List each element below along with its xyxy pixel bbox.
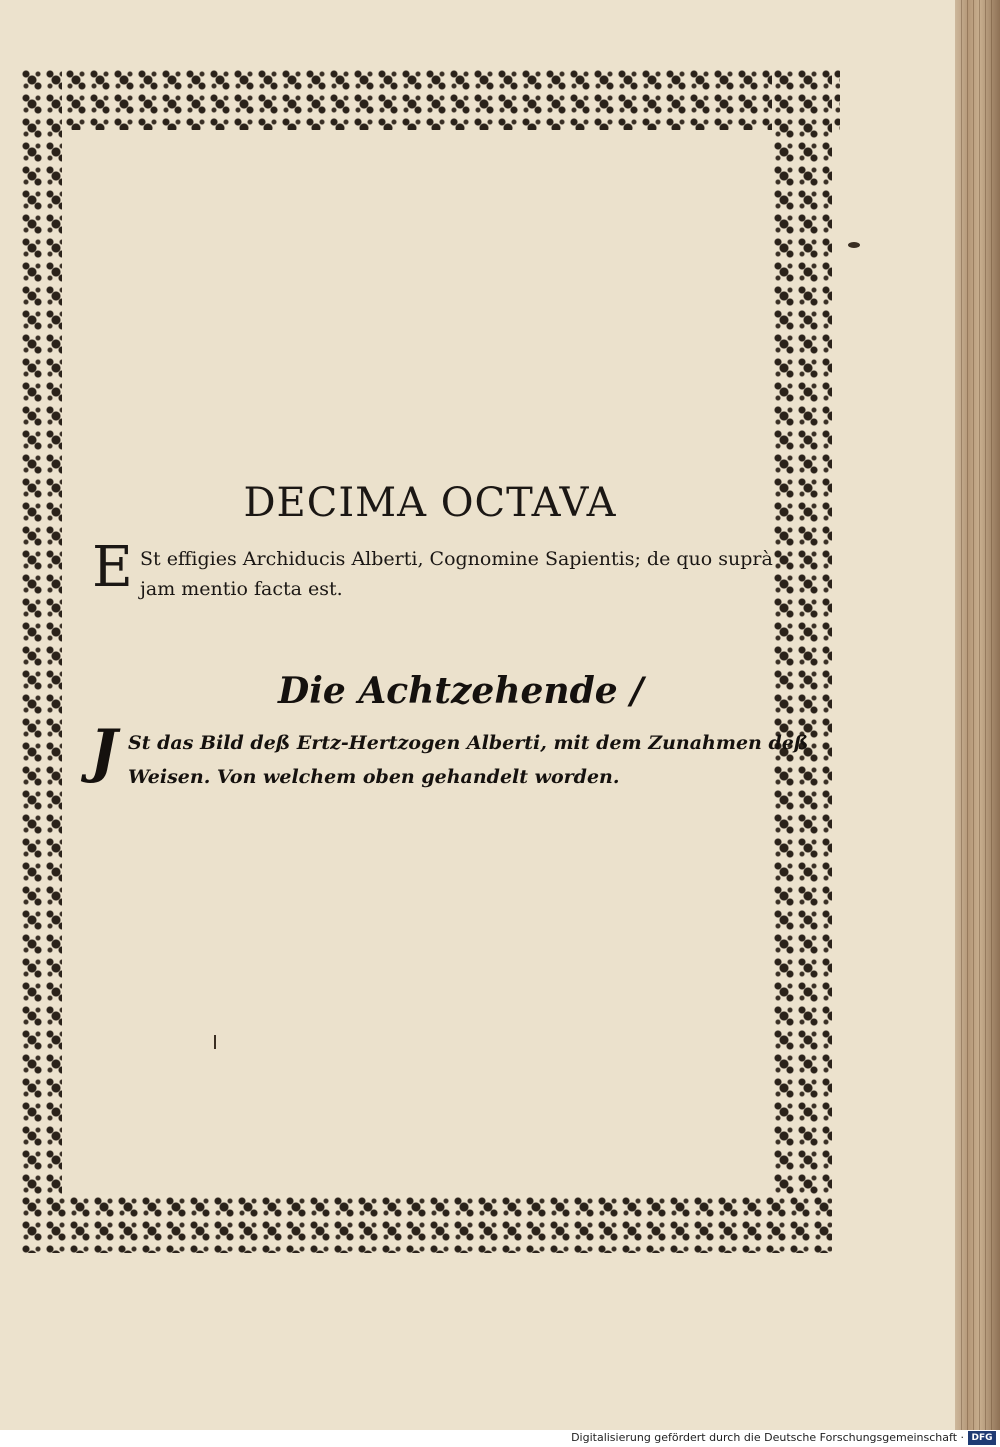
dfg-logo: DFG [968, 1431, 996, 1445]
latin-line-2: jam mentio facta est. [140, 578, 343, 600]
german-drop-initial: J [90, 717, 118, 785]
dfg-credit-text: Digitalisierung gefördert durch die Deutsche Forschungsgemeinschaft · [571, 1431, 964, 1444]
floral-border-right [772, 68, 832, 1248]
latin-line-1: St effigies Archiducis Alberti, Cognomine Sapientis; de quo suprà [140, 548, 773, 570]
latin-title: DECIMA OCTAVA [243, 480, 617, 526]
german-line-2: Weisen. Von welchem oben gehandelt worden. [128, 766, 620, 788]
german-heading: Die Achtzehende / [278, 670, 644, 712]
german-line-1: St das Bild deß Ertz-Hertzogen Alberti, mit dem Zunahmen deß [128, 732, 809, 754]
floral-border-top [40, 68, 840, 130]
page-edges [955, 0, 1000, 1430]
credit-bar [0, 1430, 1000, 1447]
floral-border-left [20, 68, 62, 1248]
floral-border-bottom [20, 1195, 832, 1253]
ink-mark [214, 1035, 216, 1049]
text-panel [62, 130, 772, 1195]
latin-drop-initial: E [92, 535, 133, 600]
ink-mark-right [848, 242, 860, 248]
